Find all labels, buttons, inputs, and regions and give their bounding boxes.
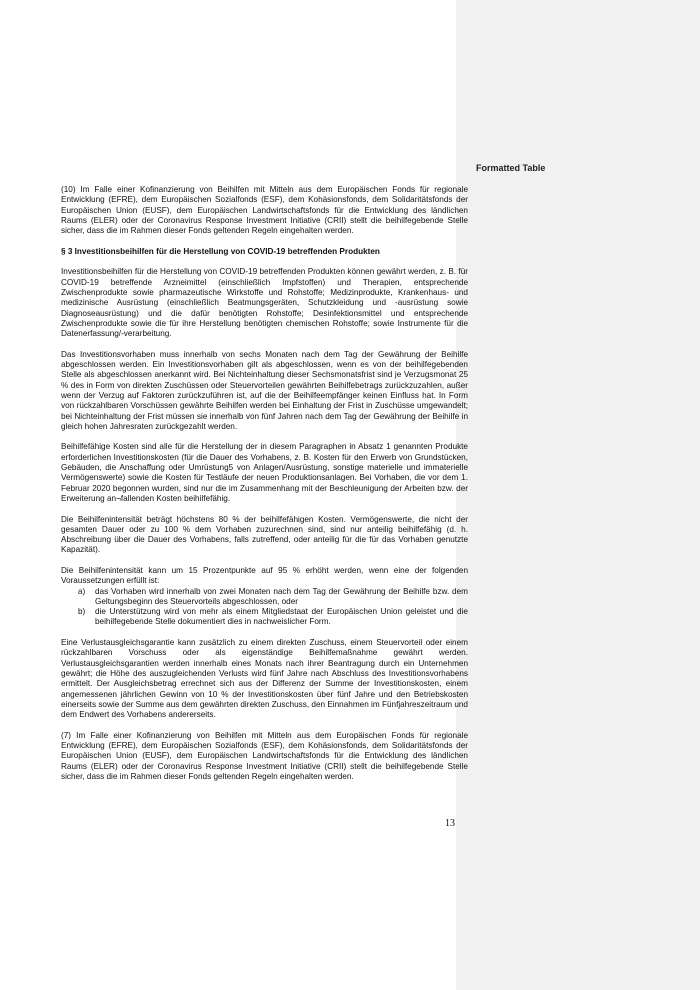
page-number: 13 — [445, 818, 455, 829]
section-heading: § 3 Investitionsbeihilfen für die Herstellung von COVID-19 betreffenden Produkten — [61, 246, 380, 256]
list-marker: a) — [78, 586, 86, 596]
list-item-text: das Vorhaben wird innerhalb von zwei Monaten nach dem Tag der Gewährung der Beihilfe bzw. dem Geltungsbeginn des Steuervorteils abgeschlossen, oder — [95, 586, 468, 606]
paragraph-intensity: Die Beihilfenintensität beträgt höchstens 80 % der beihilfefähigen Kosten. Vermögenswerte, die nicht der gesamten Dauer oder zu 100 % dem Vorhaben zuzurechnen sind, sind nur anteilig beihilfefähig (d. h. Abschreibung über die Dauer des Vorhabens, falls zutreffend, oder anteilig für die für das Vorhaben genutzte Kapazität). — [61, 514, 468, 555]
paragraph-eligible-costs: Beihilfefähige Kosten sind alle für die Herstellung der in diesem Paragraphen in Absatz 1 genannten Produkte erforderlichen Investitionskosten (für die Dauer des Vorhabens, z. B. Kosten für den Erwerb von Grundstücken, Gebäuden, die Anschaffung oder Umrüstung5 von Anlagen/Ausrüstung, sonstige materielle und immaterielle Vermögenswerte) sowie die Kosten für Testläufe der neuen Produktionsanlagen. Bei Vorhaben, die vor dem 1. Februar 2020 begonnen wurden, sind nur die im Zusammenhang mit der Beschleunigung der Arbeiten bzw. der Erweiterung an¬fallenden Kosten beihilfefähig. — [61, 442, 468, 503]
conditions-block — [61, 566, 468, 628]
paragraph-products: Investitionsbeihilfen für die Herstellung von COVID-19 betreffenden Produkten können gewährt werden, z. B. für COVID-19 betreffende Arzneimittel (einschließlich Impfstoffen) und Therapien, entsprechende Zwischenprodukte sowie pharmazeutische Wirkstoffe und Rohstoffe; Medizinprodukte, Krankenhaus- und medizinische Ausrüstung (einschließlich Beatmungsgeräten, Schutzkleidung und -ausrüstung sowie Diagnoseausrüstung) und die dafür benötigten Rohstoffe; Desinfektionsmittel und entsprechende Zwischenprodukte sowie die für ihre Herstellung benötigten chemischen Rohstoffe; sowie Instrumente für die Datenerfassung/-verarbeitung. — [61, 267, 468, 339]
paragraph-10: (10) Im Falle einer Kofinanzierung von Beihilfen mit Mitteln aus dem Europäischen Fonds für regionale Entwicklung (EFRE), dem Europäischen Sozialfonds (ESF), dem Kohäsionsfonds, dem Solidaritätsfonds der Europäischen Union (EUSF), dem Europäischen Landwirtschaftsfonds für die Entwicklung des ländlichen Raums (ELER) oder der Coronavirus Response Investment Initiative (CRII) stellt die beihilfegebende Stelle sicher, dass die im Rahmen dieser Fonds geltenden Regeln eingehalten werden. — [61, 185, 468, 236]
comment-pane — [456, 0, 700, 990]
document-body — [61, 185, 468, 793]
comment-label: Formatted Table — [476, 163, 546, 173]
list-marker: b) — [78, 607, 86, 617]
paragraph-increase: Die Beihilfenintensität kann um 15 Prozentpunkte auf 95 % erhöht werden, wenn eine der folgenden Voraussetzungen erfüllt ist: — [61, 565, 468, 586]
list-item — [61, 607, 468, 628]
paragraph-completion: Das Investitionsvorhaben muss innerhalb von sechs Monaten nach dem Tag der Gewährung der Beihilfe abgeschlossen werden. Ein Investitionsvorhaben gilt als abgeschlossen, wenn es von der beihilfegebenden Stelle als abgeschlossen anerkannt wird. Bei Nichteinhaltung dieser Sechsmonatsfrist sind je Verzugsmonat 25 % des in Form von direkten Zuschüssen oder Steuervorteilen gewährten Beihilfebetrags zurückzuzahlen, außer wenn der Verzug auf Faktoren zurückzuführen ist, auf die der Beihilfeempfänger keinen Einfluss hat. In Form von rückzahlbaren Vorschüssen gewährte Beihilfen werden bei Einhaltung der Frist in Zuschüsse umgewandelt; bei Nichteinhaltung der Frist müssen sie innerhalb von fünf Jahren nach dem Tag der Gewährung der Beihilfe in gleich hohen Jahresraten zurückgezahlt werden. — [61, 349, 468, 431]
conditions-list — [61, 587, 468, 628]
list-item-text: die Unterstützung wird von mehr als einem Mitgliedstaat der Europäischen Union geleistet und die beihilfegebende Stelle dokumentiert dies in nachweislicher Form. — [95, 607, 468, 627]
paragraph-7: (7) Im Falle einer Kofinanzierung von Beihilfen mit Mitteln aus dem Europäischen Fonds für regionale Entwicklung (EFRE), dem Europäischen Sozialfonds (ESF), dem Kohäsionsfonds, dem Solidaritätsfonds der Europäischen Union (EUSF), dem Europäischen Landwirtschaftsfonds für die Entwicklung des ländlichen Raums (ELER) oder der Coronavirus Response Investment Initiative (CRII) stellt die beihilfegebende Stelle sicher, dass die im Rahmen dieser Fonds geltenden Regeln eingehalten werden. — [61, 730, 468, 781]
list-item — [61, 587, 468, 608]
paragraph-loss-guarantee: Eine Verlustausgleichsgarantie kann zusätzlich zu einem direkten Zuschuss, einem Steuervorteil oder einem rückzahlbaren Vorschuss oder als eigenständige Beihilfemaßnahme gewährt werden. Verlustausgleichsgarantien werden innerhalb eines Monats nach ihrer Beantragung durch ein Unternehmen gewährt; die Höhe des auszugleichenden Verlusts wird fünf Jahre nach Abschluss des Investitionsvorhabens ermittelt. Der Ausgleichsbetrag errechnet sich aus der Differenz der Summe der Investitionskosten, einem angemessenen jährlichen Gewinn von 10 % der Investitionskosten über fünf Jahre und den Betriebskosten einerseits sowie der Summe aus dem gewährten direkten Zuschuss, den Einnahmen im Fünfjahreszeitraum und dem Endwert des Vorhabens andererseits. — [61, 638, 468, 720]
